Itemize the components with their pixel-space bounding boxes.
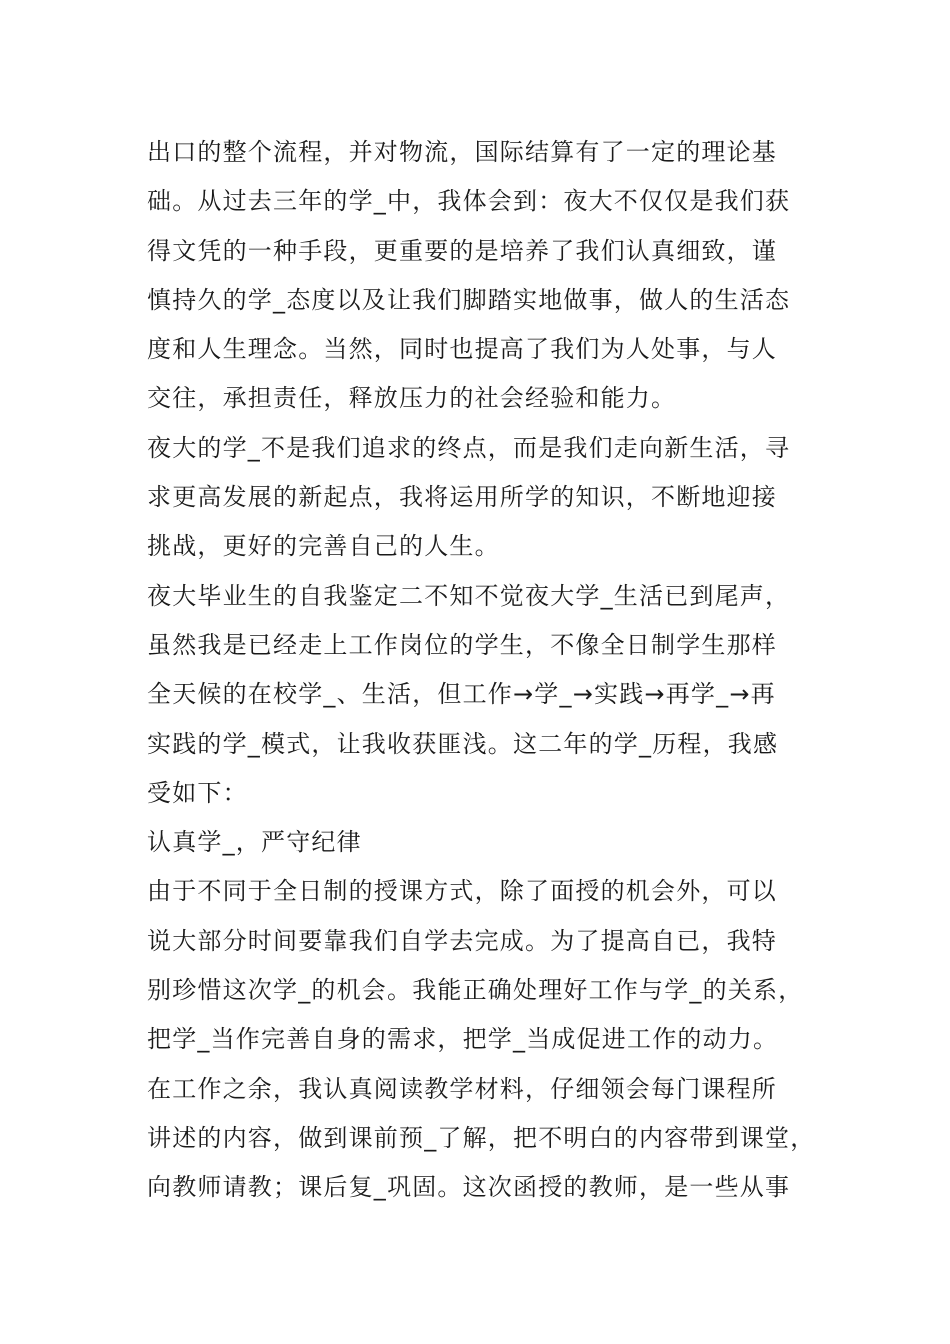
text-line: 慎持久的学_态度以及让我们脚踏实地做事，做人的生活态 xyxy=(147,285,791,314)
text-line: 由于不同于全日制的授课方式，除了面授的机会外，可以 xyxy=(147,877,777,906)
text-line: 受如下： xyxy=(147,778,248,807)
text-line: 把学_当作完善自身的需求，把学_当成促进工作的动力。 xyxy=(147,1025,779,1054)
text-line: 别珍惜这次学_的机会。我能正确处理好工作与学_的关系， xyxy=(147,976,804,1005)
text-line: 求更高发展的新起点，我将运用所学的知识，不断地迎接 xyxy=(147,483,777,512)
text-line: 在工作之余，我认真阅读教学材料，仔细领会每门课程所 xyxy=(147,1074,777,1103)
text-line: 础。从过去三年的学_中，我体会到：夜大不仅仅是我们获 xyxy=(147,187,791,216)
text-line: 夜大毕业生的自我鉴定二不知不觉夜大学_生活已到尾声， xyxy=(147,581,791,610)
text-line: 度和人生理念。当然，同时也提高了我们为人处事，与人 xyxy=(147,335,777,364)
text-line: 向教师请教；课后复_巩固。这次函授的教师，是一些从事 xyxy=(147,1173,791,1202)
section-heading: 认真学_，严守纪律 xyxy=(147,828,362,857)
text-line: 交往，承担责任，释放压力的社会经验和能力。 xyxy=(147,384,677,413)
text-line: 讲述的内容，做到课前预_了解，把不明白的内容带到课堂， xyxy=(147,1123,816,1152)
text-line: 全天候的在校学_、生活，但工作→学_→实践→再学_→再 xyxy=(147,680,776,709)
text-line: 出口的整个流程，并对物流，国际结算有了一定的理论基 xyxy=(147,138,777,166)
text-line: 实践的学_模式，让我收获匪浅。这二年的学_历程，我感 xyxy=(147,729,779,758)
text-line: 说大部分时间要靠我们自学去完成。为了提高自已，我特 xyxy=(147,926,777,955)
text-line: 得文凭的一种手段，更重要的是培养了我们认真细致，谨 xyxy=(147,236,777,265)
document-body xyxy=(147,128,837,1213)
text-line: 夜大的学_不是我们追求的终点，而是我们走向新生活，寻 xyxy=(147,433,791,462)
text-line: 虽然我是已经走上工作岗位的学生，不像全日制学生那样 xyxy=(147,630,777,659)
text-line: 挑战，更好的完善自己的人生。 xyxy=(147,532,500,561)
